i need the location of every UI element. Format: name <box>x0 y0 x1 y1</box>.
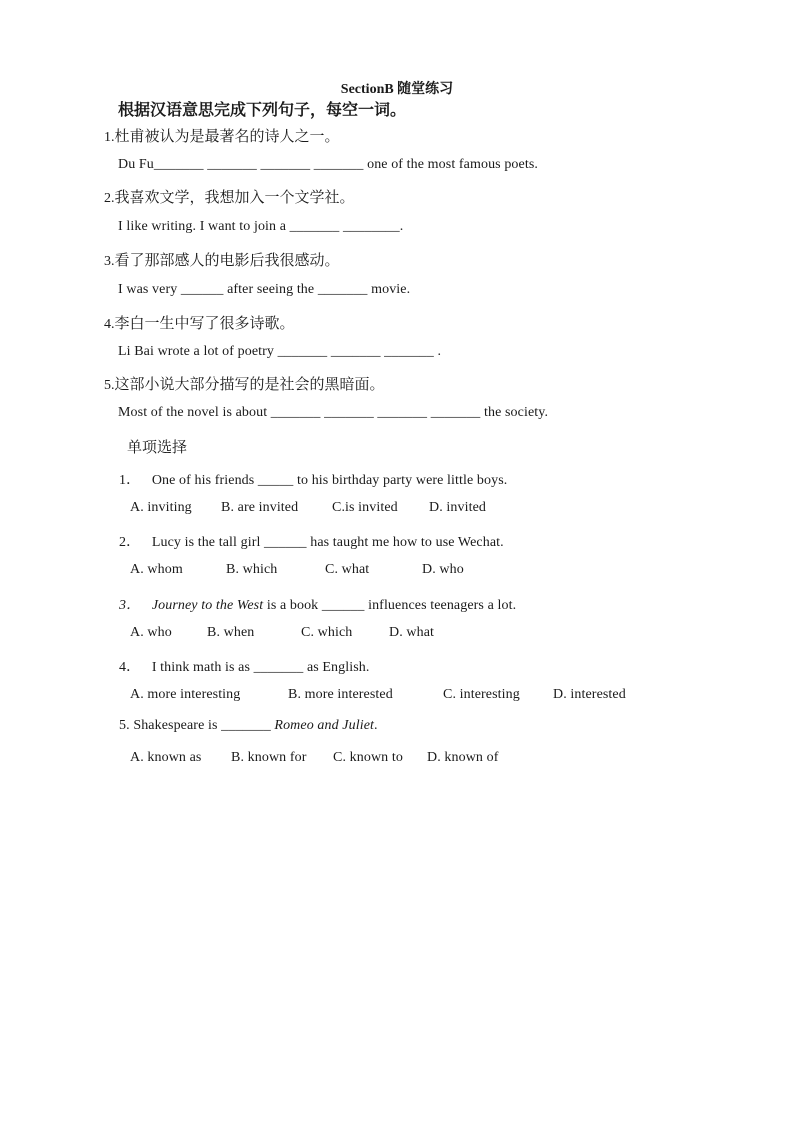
mc-q5-stem: Shakespeare is _______ <box>133 718 275 733</box>
s1-item-3-number: 3. <box>104 254 115 269</box>
mc-q5-number: 5. <box>119 718 130 733</box>
mc-q4-option-b: B. more interested <box>288 687 393 702</box>
s1-item-5-cn-row <box>104 373 385 394</box>
s1-item-1-number: 1. <box>104 130 115 145</box>
s1-item-4-cn-row <box>104 312 295 333</box>
mc-q2-option-b: B. which <box>226 562 278 577</box>
mc-q4-option-d: D. interested <box>553 687 626 702</box>
section1-heading: 根据汉语意思完成下列句子，每空一词。 <box>118 100 407 119</box>
mc-q2-option-a: A. whom <box>130 562 183 577</box>
mc-q1-number: 1． <box>119 473 141 488</box>
s1-item-1-chinese: 杜甫被认为是最著名的诗人之一。 <box>114 127 340 145</box>
mc-q5-option-d: D. known of <box>427 750 499 765</box>
mc-q3-stem-title: Journey to the West <box>151 598 264 613</box>
mc-q1-option-c: C.is invited <box>332 500 398 515</box>
page-title: SectionB 随堂练习 <box>340 82 454 97</box>
mc-q2-options <box>130 562 464 578</box>
mc-q4-number: 4． <box>119 660 141 675</box>
mc-q1-option-b: B. are invited <box>221 500 299 515</box>
mc-q5-option-c: C. known to <box>333 750 403 765</box>
mc-q3-option-b: B. when <box>207 625 255 640</box>
mc-q1-option-d: D. invited <box>429 500 486 515</box>
mc-q1-option-a: A. inviting <box>130 500 192 515</box>
s1-item-2-english: I like writing. I want to join a _______ ________. <box>118 219 404 234</box>
mc-question-3 <box>119 594 516 614</box>
mc-q1-stem: One of his friends _____ to his birthday party were little boys. <box>151 473 508 488</box>
s1-item-5-number: 5. <box>104 378 115 393</box>
s1-item-4-number: 4. <box>104 317 115 332</box>
mc-q4-stem: I think math is as _______ as English. <box>151 660 370 675</box>
s1-item-4-chinese: 李白一生中写了很多诗歌。 <box>114 314 295 332</box>
mc-question-4 <box>119 656 370 676</box>
mc-question-1 <box>119 469 507 489</box>
s1-item-3-cn-row <box>104 249 340 270</box>
mc-q4-options <box>130 687 626 703</box>
s1-item-2-cn-row <box>104 186 355 207</box>
s1-item-1-cn-row <box>104 125 340 146</box>
mc-q5-options <box>130 750 498 766</box>
mc-q5-stem-title: Romeo and Juliet <box>274 718 374 733</box>
mc-q3-stem: is a book ______ influences teenagers a lot. <box>263 598 517 613</box>
mc-q4-option-a: A. more interesting <box>130 687 241 702</box>
s1-item-2-number: 2. <box>104 191 115 206</box>
mc-q1-options <box>130 500 486 516</box>
mc-q5-stem-end: . <box>374 718 378 733</box>
section2-heading: 单项选择 <box>127 438 188 456</box>
s1-item-5-chinese: 这部小说大部分描写的是社会的黑暗面。 <box>114 375 385 393</box>
s1-item-3-english: I was very ______ after seeing the _______ movie. <box>118 282 411 297</box>
mc-question-2 <box>119 531 504 551</box>
mc-q3-option-d: D. what <box>389 625 435 640</box>
mc-question-5 <box>119 718 378 734</box>
mc-q2-option-c: C. what <box>325 562 370 577</box>
mc-q3-option-a: A. who <box>130 625 172 640</box>
mc-q2-number: 2． <box>119 535 141 550</box>
mc-q4-option-c: C. interesting <box>443 687 520 702</box>
mc-q3-number: 3． <box>119 598 141 613</box>
mc-q5-option-b: B. known for <box>231 750 307 765</box>
mc-q5-option-a: A. known as <box>130 750 202 765</box>
s1-item-3-chinese: 看了那部感人的电影后我很感动。 <box>114 251 340 269</box>
s1-item-5-english: Most of the novel is about _______ _______ _______ _______ the society. <box>118 405 549 420</box>
s1-item-4-english: Li Bai wrote a lot of poetry _______ _______ _______ . <box>118 344 442 359</box>
mc-q2-option-d: D. who <box>422 562 464 577</box>
s1-item-1-english: Du Fu_______ _______ _______ _______ one of the most famous poets. <box>118 157 538 172</box>
mc-q3-options <box>130 625 434 641</box>
s1-item-2-chinese: 我喜欢文学，我想加入一个文学社。 <box>114 188 355 206</box>
mc-q3-option-c: C. which <box>301 625 353 640</box>
mc-q2-stem: Lucy is the tall girl ______ has taught me how to use Wechat. <box>151 535 504 550</box>
